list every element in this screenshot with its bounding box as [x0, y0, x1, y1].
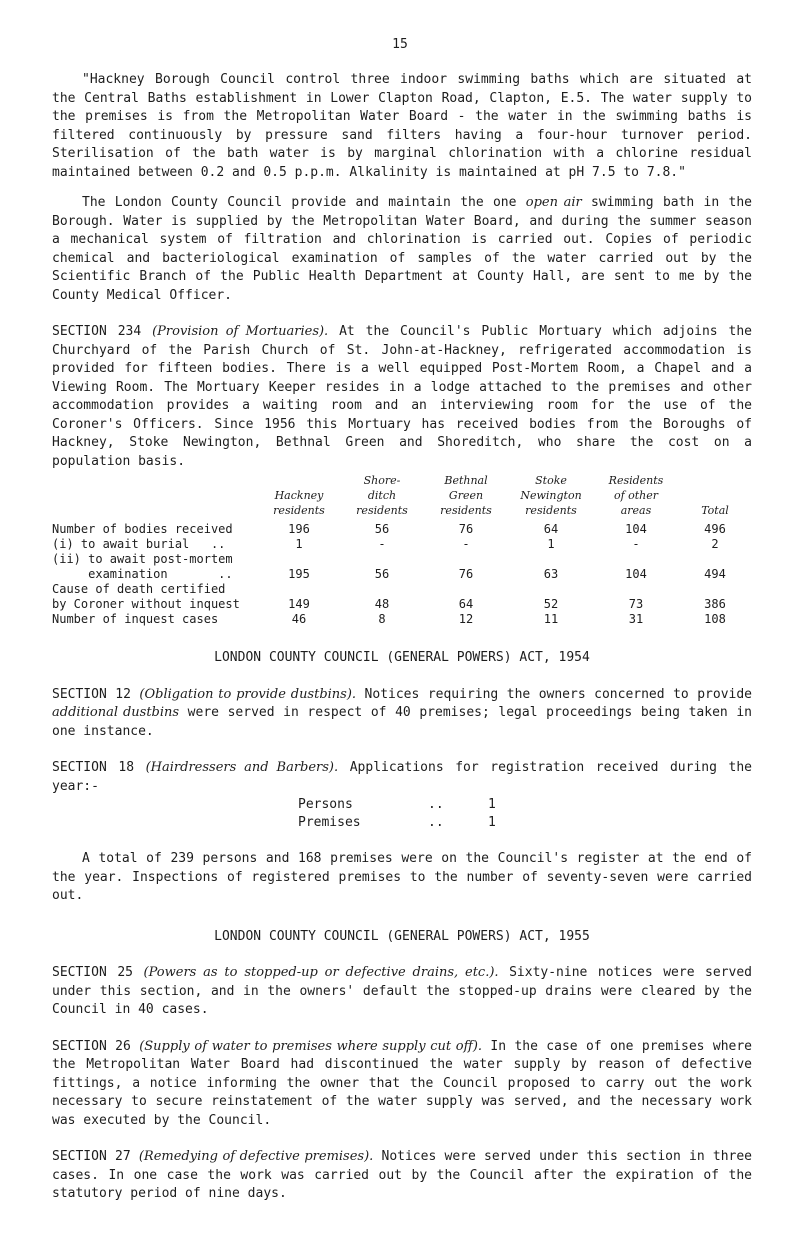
- row-label-line: Number of bodies received: [52, 522, 233, 536]
- table-row: [52, 522, 752, 537]
- registration-dots: ..: [428, 797, 444, 812]
- column-header: [340, 473, 424, 522]
- row-label-line: Number of inquest cases: [52, 612, 219, 626]
- table-cell: 104: [625, 522, 647, 536]
- page-number: 15: [392, 37, 408, 52]
- registration-item: [298, 796, 548, 814]
- column-header: [678, 473, 752, 522]
- act-1954-heading: LONDON COUNTY COUNCIL (GENERAL POWERS) ACT, 1954: [214, 650, 590, 665]
- baths-quote-paragraph: "Hackney Borough Council control three indoor swimming baths which are situated at the Central Baths establishment in Lower Clapton Road, Clapton, E.5. The water supply to the premises is from the Metropolitan Water Board - the water in the swimming baths is filtered continuously by pressure sand filters having a four-hour turnover period. Sterilisation of the bath water is by marginal chlorination with a chlorine residual maintained between 0.2 and 0.5 p.p.m. Alkalinity is maintained at pH 7.5 to 7.8.": [52, 72, 752, 180]
- table-cell: 386: [704, 597, 726, 611]
- row-label: [52, 537, 258, 552]
- table-cell: 76: [458, 522, 474, 536]
- table-cell: 195: [288, 567, 310, 581]
- section-234-paragraph: SECTION 234 (Provision of Mortuaries). At the Council's Public Mortuary which adjoins the Churchyard of the Parish Church of St. John-at-Hackney, refrigerated accommodation is provided for fifteen bodies. There is a well equipped Post-Mortem Room, a Chapel and a Viewing Room. The Mortuary Keeper resides in a lodge attached to the premises and other accommodation provides a waiting room and an interviewing room for the use of the Coroner's Officers. Since 1956 this Mortuary has received bodies from the Boroughs of Hackney, Stoke Newington, Bethnal Green and Shoreditch, who share the cost on a population basis.: [52, 324, 753, 469]
- table-cell: 52: [543, 597, 559, 611]
- table-row: [52, 552, 752, 582]
- table-cell: 46: [291, 612, 307, 626]
- table-cell: 1: [547, 537, 555, 551]
- registration-label: Premises: [298, 815, 361, 830]
- table-cell: 64: [543, 522, 559, 536]
- column-header-text: [340, 473, 424, 518]
- table-cell: 1: [295, 537, 303, 551]
- section-25-paragraph: SECTION 25 (Powers as to stopped-up or defective drains, etc.). Sixty-nine notices were served under this section, and in the owners' default the stopped-up drains were cleared by the Council in 40 cases.: [52, 965, 753, 1017]
- table-cell: 11: [543, 612, 559, 626]
- table-cell: 494: [704, 567, 726, 581]
- row-label-line: examination ..: [52, 567, 233, 581]
- column-header-text: [508, 473, 594, 518]
- section-27-paragraph: SECTION 27 (Remedying of defective premises). Notices were served under this section in three cases. In one case the work was carried out by the Council after the expiration of the statutory period of nine days.: [52, 1149, 752, 1201]
- open-air-bath-paragraph: The London County Council provide and maintain the one open air swimming bath in the Borough. Water is supplied by the Metropolitan Water Board, and during the summer season a mechanical system of filtration and chlorination is carried out. Copies of periodic chemical and bacteriological examination of samples of the water carried out by the Scientific Branch of the Public Health Department at County Hall, are sent to me by the County Medical Officer.: [52, 195, 752, 303]
- row-label: [52, 552, 258, 582]
- column-header: [594, 473, 678, 522]
- table-cell: 73: [628, 597, 644, 611]
- table-cell: 56: [374, 567, 390, 581]
- table-cell: 64: [458, 597, 474, 611]
- column-header-line: residents: [273, 504, 325, 517]
- document-body: [52, 71, 752, 1204]
- table-cell: 48: [374, 597, 390, 611]
- act-1955-heading: LONDON COUNTY COUNCIL (GENERAL POWERS) ACT, 1955: [214, 928, 590, 944]
- column-header-text: [258, 488, 340, 518]
- column-header-line: Newington: [520, 489, 582, 502]
- mortuary-table-header: [52, 473, 752, 522]
- section-26-paragraph: SECTION 26 (Supply of water to premises where supply cut off). In the case of one premises where the Metropolitan Water Board had discontinued the water supply by reason of defective fittings, a notice informing the owner that the Council proposed to carry out the work necessary to secure reinstatement of the water supply was served, and the necessary work was executed by the Council.: [52, 1038, 752, 1128]
- table-cell: 63: [543, 567, 559, 581]
- column-header: [258, 473, 340, 522]
- column-header-line: residents: [440, 504, 492, 517]
- row-label: [52, 612, 258, 627]
- table-cell: 149: [288, 597, 310, 611]
- registration-dots: ..: [428, 815, 444, 830]
- table-row: [52, 537, 752, 552]
- column-header-line: ditch: [367, 489, 397, 502]
- column-header-line: Hackney: [274, 489, 324, 502]
- table-cell: 108: [704, 612, 726, 626]
- table-cell: 2: [711, 537, 719, 551]
- column-header-text: [678, 503, 752, 518]
- table-cell: -: [462, 537, 470, 551]
- table-cell: -: [632, 537, 640, 551]
- section-18-paragraph: SECTION 18 (Hairdressers and Barbers). Applications for registration received during the year:-: [52, 760, 753, 794]
- section-12-paragraph: SECTION 12 (Obligation to provide dustbins). Notices requiring the owners concerned to provide additional dustbins were served in respect of 40 premises; legal proceedings being taken in one instance.: [52, 686, 752, 739]
- row-label-line: by Coroner without inquest: [52, 597, 240, 611]
- row-label-line: (i) to await burial ..: [52, 537, 226, 551]
- mortuary-table-body: [52, 522, 752, 627]
- column-header-text: [594, 473, 678, 518]
- row-label-line: Cause of death certified: [52, 582, 226, 596]
- registration-value: 1: [488, 797, 496, 812]
- mortuary-table: [52, 473, 752, 627]
- column-header: [424, 473, 508, 522]
- table-row: [52, 612, 752, 627]
- row-label: [52, 582, 258, 612]
- register-total-paragraph: A total of 239 persons and 168 premises were on the Council's register at the end of the year. Inspections of registered premises to the number of seventy-seven were carried out.: [52, 851, 752, 903]
- column-header-line: of other: [613, 489, 659, 502]
- column-header-line: Bethnal: [444, 474, 488, 487]
- column-header-line: Total: [701, 504, 729, 517]
- column-header-line: residents: [525, 504, 577, 517]
- table-row: [52, 582, 752, 612]
- column-header-line: Shore-: [363, 474, 401, 487]
- column-header-text: [424, 473, 508, 518]
- column-header-line: Residents: [608, 474, 664, 487]
- column-header-line: Green: [448, 489, 484, 502]
- table-cell: 8: [378, 612, 386, 626]
- table-cell: 31: [628, 612, 644, 626]
- table-cell: 196: [288, 522, 310, 536]
- registration-list: [298, 796, 548, 832]
- column-header-line: Stoke: [535, 474, 567, 487]
- row-label: [52, 522, 258, 537]
- column-header: [508, 473, 594, 522]
- table-cell: 496: [704, 522, 726, 536]
- column-header-line: residents: [356, 504, 408, 517]
- registration-label: Persons: [298, 797, 353, 812]
- table-cell: 104: [625, 567, 647, 581]
- table-cell: 76: [458, 567, 474, 581]
- table-cell: 56: [374, 522, 390, 536]
- table-cell: -: [378, 537, 386, 551]
- registration-value: 1: [488, 815, 496, 830]
- registration-item: [298, 814, 548, 832]
- column-header-line: areas: [620, 504, 652, 517]
- table-cell: 12: [458, 612, 474, 626]
- row-label-line: (ii) to await post-mortem: [52, 552, 233, 566]
